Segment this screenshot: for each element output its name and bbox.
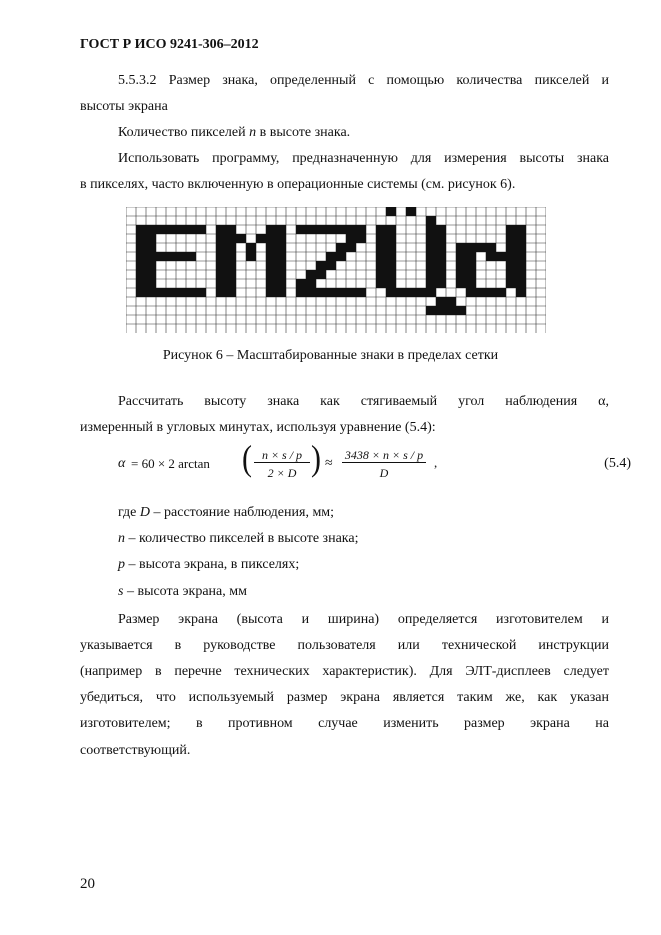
grid-pixel xyxy=(156,288,166,297)
grid-pixel xyxy=(356,225,366,234)
grid-pixel xyxy=(386,234,396,243)
grid-pixel xyxy=(276,243,286,252)
grid-pixel xyxy=(226,243,236,252)
grid-pixel xyxy=(506,243,516,252)
grid-pixel xyxy=(456,243,466,252)
grid-pixel xyxy=(426,252,436,261)
eq-paren-right: ) xyxy=(311,438,321,479)
eq-frac1-den: 2 × D xyxy=(267,466,297,480)
grid-pixel xyxy=(196,225,206,234)
grid-pixel xyxy=(376,279,386,288)
grid-pixel xyxy=(346,225,356,234)
grid-pixel xyxy=(266,279,276,288)
grid-pixel xyxy=(496,288,506,297)
grid-pixel xyxy=(346,234,356,243)
grid-pixel xyxy=(476,243,486,252)
grid-pixel xyxy=(216,225,226,234)
grid-pixel xyxy=(216,261,226,270)
para5-line5: изготовителем; в противном случае изменить размер экрана на xyxy=(80,716,609,731)
def-D-text: – расстояние наблюдения, мм; xyxy=(150,505,335,520)
grid-pixel xyxy=(276,288,286,297)
grid-pixel xyxy=(336,252,346,261)
def-p xyxy=(118,552,299,578)
grid-pixel xyxy=(506,279,516,288)
grid-pixel xyxy=(296,279,306,288)
grid-pixel xyxy=(226,261,236,270)
grid-pixel xyxy=(466,288,476,297)
grid-pixel xyxy=(176,252,186,261)
grid-pixel xyxy=(456,306,466,315)
grid-pixel xyxy=(516,225,526,234)
grid-pixel xyxy=(436,234,446,243)
grid-pixel xyxy=(276,252,286,261)
grid-pixel xyxy=(136,225,146,234)
para5-line2: указывается в руководстве пользователя или технической инструкции xyxy=(80,638,609,653)
grid-pixel xyxy=(146,288,156,297)
grid-pixel xyxy=(266,288,276,297)
grid-pixel xyxy=(346,288,356,297)
grid-pixel xyxy=(146,261,156,270)
grid-pixel xyxy=(456,261,466,270)
grid-pixel xyxy=(516,261,526,270)
def-D xyxy=(118,500,334,526)
grid-pixel xyxy=(326,261,336,270)
grid-pixel xyxy=(516,234,526,243)
page-number: 20 xyxy=(80,876,95,892)
grid-pixel xyxy=(506,261,516,270)
grid-pixel xyxy=(486,252,496,261)
eq-part1: = 60 × 2 arctan xyxy=(131,456,210,471)
para5-line3: (например в перечне технических характеристик). Для ЭЛТ-дисплеев следует xyxy=(80,664,609,679)
grid-pixel xyxy=(386,270,396,279)
grid-pixel xyxy=(136,270,146,279)
grid-pixel xyxy=(266,261,276,270)
grid-pixel xyxy=(426,288,436,297)
grid-pixel xyxy=(506,252,516,261)
pixel-grid-figure xyxy=(126,207,546,333)
grid-pixel xyxy=(386,261,396,270)
grid-pixel xyxy=(376,243,386,252)
grid-pixel xyxy=(216,243,226,252)
para5-line4: убедиться, что используемый размер экрана является таким же, как указан xyxy=(80,690,609,705)
eq-comma: , xyxy=(434,455,438,470)
grid-pixel xyxy=(156,252,166,261)
eq-frac1-bar xyxy=(254,462,310,463)
grid-pixel xyxy=(386,207,396,216)
para5-line6: соответствующий. xyxy=(80,743,191,758)
grid-pixel xyxy=(146,252,156,261)
grid-pixel xyxy=(216,279,226,288)
para3-line2: в пикселях, часто включенную в операционные системы (см. рисунок 6). xyxy=(80,177,516,192)
grid-pixel xyxy=(496,252,506,261)
grid-pixel xyxy=(266,243,276,252)
grid-pixel xyxy=(456,270,466,279)
grid-pixel xyxy=(506,234,516,243)
eq-alpha: α xyxy=(118,456,126,471)
grid-pixel xyxy=(426,225,436,234)
para2-text-b: в высоте знака. xyxy=(256,125,351,140)
grid-pixel xyxy=(376,234,386,243)
grid-pixel xyxy=(186,225,196,234)
def-D-var: D xyxy=(139,505,151,520)
grid-pixel xyxy=(436,225,446,234)
grid-pixel xyxy=(246,252,256,261)
grid-pixel xyxy=(216,270,226,279)
eq-frac2-bar xyxy=(342,462,426,463)
grid-pixel xyxy=(406,207,416,216)
grid-pixel xyxy=(466,243,476,252)
grid-pixel xyxy=(356,288,366,297)
grid-pixel xyxy=(216,288,226,297)
figure-caption: Рисунок 6 – Масштабированные знаки в пределах сетки xyxy=(162,348,499,363)
grid-pixel xyxy=(136,252,146,261)
grid-pixel xyxy=(506,270,516,279)
grid-pixel xyxy=(446,297,456,306)
eq-paren-left: ( xyxy=(242,438,252,479)
grid-pixel xyxy=(176,225,186,234)
figure-letters: EMZUgd xyxy=(336,331,340,332)
grid-pixel xyxy=(156,225,166,234)
grid-pixel xyxy=(216,252,226,261)
grid-pixel xyxy=(226,270,236,279)
grid-pixel xyxy=(276,234,286,243)
grid-pixel xyxy=(466,261,476,270)
grid-pixel xyxy=(486,243,496,252)
grid-pixel xyxy=(316,261,326,270)
grid-pixel xyxy=(266,270,276,279)
grid-pixel xyxy=(306,225,316,234)
grid-pixel xyxy=(266,234,276,243)
grid-pixel xyxy=(466,279,476,288)
grid-pixel xyxy=(436,297,446,306)
grid-pixel xyxy=(426,261,436,270)
grid-pixel xyxy=(276,225,286,234)
grid-pixel xyxy=(176,288,186,297)
grid-pixel xyxy=(436,306,446,315)
eq-approx: ≈ xyxy=(325,456,333,471)
grid-pixel xyxy=(436,261,446,270)
def-D-pre: где xyxy=(118,505,140,520)
grid-pixel xyxy=(516,270,526,279)
grid-pixel xyxy=(196,288,206,297)
grid-pixel xyxy=(376,261,386,270)
grid-pixel xyxy=(136,234,146,243)
grid-pixel xyxy=(376,270,386,279)
grid-pixel xyxy=(246,243,256,252)
grid-pixel xyxy=(426,234,436,243)
grid-pixel xyxy=(356,234,366,243)
grid-pixel xyxy=(386,279,396,288)
grid-pixel xyxy=(316,225,326,234)
grid-pixel xyxy=(426,216,436,225)
grid-pixel xyxy=(256,234,266,243)
grid-pixel xyxy=(216,234,226,243)
grid-pixel xyxy=(136,279,146,288)
grid-pixel xyxy=(426,306,436,315)
grid-pixel xyxy=(376,225,386,234)
grid-pixel xyxy=(136,288,146,297)
def-s-text: – высота экрана, мм xyxy=(123,584,247,599)
equation-5-4 xyxy=(118,438,638,485)
grid-pixel xyxy=(346,243,356,252)
eq-frac2-num: 3438 × n × s / p xyxy=(344,448,424,462)
para4-line1: Рассчитать высоту знака как стягиваемый угол наблюдения α, xyxy=(118,394,609,409)
grid-pixel xyxy=(186,252,196,261)
grid-pixel xyxy=(386,225,396,234)
grid-pixel xyxy=(146,225,156,234)
grid-pixel xyxy=(446,306,456,315)
para5-line1: Размер экрана (высота и ширина) определяется изготовителем и xyxy=(118,612,609,627)
grid-pixel xyxy=(306,288,316,297)
def-n-var: n xyxy=(118,531,125,546)
grid-pixel xyxy=(226,279,236,288)
grid-pixel xyxy=(136,261,146,270)
def-p-var: p xyxy=(118,557,125,572)
grid-pixel xyxy=(516,288,526,297)
grid-pixel xyxy=(376,252,386,261)
document-header: ГОСТ Р ИСО 9241-306–2012 xyxy=(80,37,259,52)
def-p-text: – высота экрана, в пикселях; xyxy=(125,557,300,572)
grid-pixel xyxy=(166,225,176,234)
grid-pixel xyxy=(386,243,396,252)
para1-line2: высоты экрана xyxy=(80,99,168,114)
grid-pixel xyxy=(326,288,336,297)
grid-pixel xyxy=(516,252,526,261)
grid-pixel xyxy=(406,288,416,297)
grid-pixel xyxy=(296,225,306,234)
grid-pixel xyxy=(186,288,196,297)
grid-pixel xyxy=(506,225,516,234)
grid-pixel xyxy=(416,288,426,297)
para2 xyxy=(118,120,350,146)
grid-pixel xyxy=(386,288,396,297)
grid-pixel xyxy=(146,234,156,243)
grid-pixel xyxy=(336,243,346,252)
def-n-text: – количество пикселей в высоте знака; xyxy=(125,531,359,546)
grid-pixel xyxy=(306,270,316,279)
grid-pixel xyxy=(466,252,476,261)
grid-pixel xyxy=(276,279,286,288)
eq-frac2-den: D xyxy=(379,466,389,480)
grid-pixel xyxy=(426,279,436,288)
grid-pixel xyxy=(276,261,286,270)
grid-pixel xyxy=(316,270,326,279)
grid-pixel xyxy=(456,252,466,261)
grid-pixel xyxy=(326,225,336,234)
grid-pixel xyxy=(436,252,446,261)
grid-pixel xyxy=(226,252,236,261)
grid-pixel xyxy=(226,288,236,297)
grid-pixel xyxy=(436,243,446,252)
grid-pixel xyxy=(476,288,486,297)
eq-frac1-num: n × s / p xyxy=(261,448,303,462)
grid-pixel xyxy=(426,243,436,252)
grid-pixel xyxy=(316,288,326,297)
para2-var: n xyxy=(249,125,257,140)
grid-pixel xyxy=(136,243,146,252)
grid-pixel xyxy=(466,270,476,279)
equation-number: (5.4) xyxy=(604,456,631,471)
grid-pixel xyxy=(516,243,526,252)
def-s-var: s xyxy=(118,584,124,599)
grid-pixel xyxy=(486,288,496,297)
grid-pixel xyxy=(266,225,276,234)
grid-pixel xyxy=(226,234,236,243)
grid-pixel xyxy=(396,288,406,297)
grid-pixel xyxy=(306,279,316,288)
grid-pixel xyxy=(436,270,446,279)
para1-line1: 5.5.3.2 Размер знака, определенный с помощью количества пикселей и xyxy=(118,73,609,88)
grid-pixel xyxy=(146,279,156,288)
grid-pixel xyxy=(226,225,236,234)
grid-pixel xyxy=(146,243,156,252)
grid-pixel xyxy=(426,270,436,279)
def-n xyxy=(118,526,358,552)
grid-pixel xyxy=(166,252,176,261)
grid-pixel xyxy=(266,252,276,261)
para3-line1: Использовать программу, предназначенную для измерения высоты знака xyxy=(118,151,609,166)
grid-pixel xyxy=(146,270,156,279)
grid-pixel xyxy=(516,279,526,288)
def-s xyxy=(118,579,247,605)
grid-pixel xyxy=(336,225,346,234)
grid-pixel xyxy=(236,234,246,243)
grid-pixel xyxy=(326,252,336,261)
grid-pixel xyxy=(166,288,176,297)
grid-pixel xyxy=(336,288,346,297)
grid-pixel xyxy=(276,270,286,279)
para4-line2: измеренный в угловых минутах, используя уравнение (5.4): xyxy=(80,420,436,435)
grid-pixel xyxy=(296,288,306,297)
para2-text-a: Количество пикселей xyxy=(118,125,250,140)
grid-pixel xyxy=(386,252,396,261)
grid-pixel xyxy=(436,279,446,288)
grid-pixel xyxy=(456,279,466,288)
